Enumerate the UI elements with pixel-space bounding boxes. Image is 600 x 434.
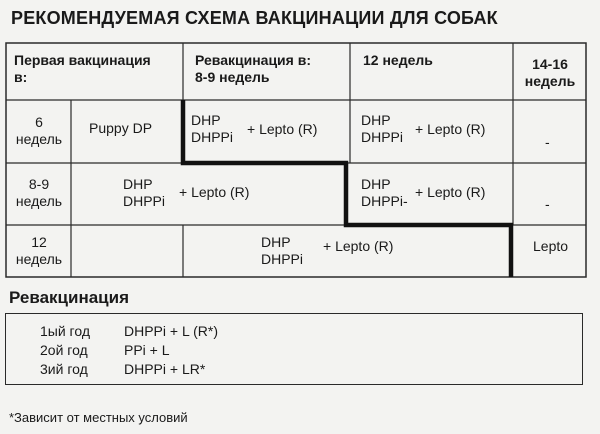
row-age-8-9-weeks: 8-9 недель [15,176,63,209]
row-age-6-weeks: 6 недель [15,114,63,147]
row2-revac-12: DHP DHPPi- [361,176,408,209]
row2-first-vaccine: DHP DHPPi [123,176,166,209]
row1-revac-14-16: - [545,134,550,150]
header-12-weeks: 12 недель [363,52,433,68]
row3-revac-14-16: Lepto [533,238,569,254]
header-14-16-weeks: 14-16 недель [524,56,576,89]
row2-first-vaccine-lepto: + Lepto (R) [179,184,250,200]
header-first-vaccination: Первая вакцинация в: [14,52,151,85]
revac-vaccine-2: PPi + L [124,342,170,358]
row2-revac-12-lepto: + Lepto (R) [415,184,486,200]
row1-revac-8-9-lepto: + Lepto (R) [247,121,318,137]
vaccination-schedule-table [5,42,587,278]
row1-revac-8-9: DHP DHPPi [191,112,234,145]
revac-year-1: 1ый год [40,323,91,339]
revac-year-3: 3ий год [40,361,88,377]
header-revaccination: Ревакцинация в: 8-9 недель [195,52,311,85]
row1-revac-12: DHP DHPPi [361,112,404,145]
footnote: *Зависит от местных условий [9,410,188,425]
row3-first-vaccine: DHP DHPPi [261,234,304,267]
row-age-12-weeks: 12 недель [15,234,63,267]
row2-revac-14-16: - [545,196,550,212]
revaccination-box [5,313,583,385]
revaccination-title: Ревакцинация [9,288,130,307]
row1-revac-12-lepto: + Lepto (R) [415,121,486,137]
page-title: РЕКОМЕНДУЕМАЯ СХЕМА ВАКЦИНАЦИИ ДЛЯ СОБАК [11,8,498,28]
row3-first-vaccine-lepto: + Lepto (R) [323,238,394,254]
revac-vaccine-3: DHPPi + LR* [124,361,206,377]
revac-vaccine-1: DHPPi + L (R*) [124,323,219,339]
revac-year-2: 2ой год [40,342,88,358]
row1-first-vaccine: Puppy DP [89,120,153,136]
